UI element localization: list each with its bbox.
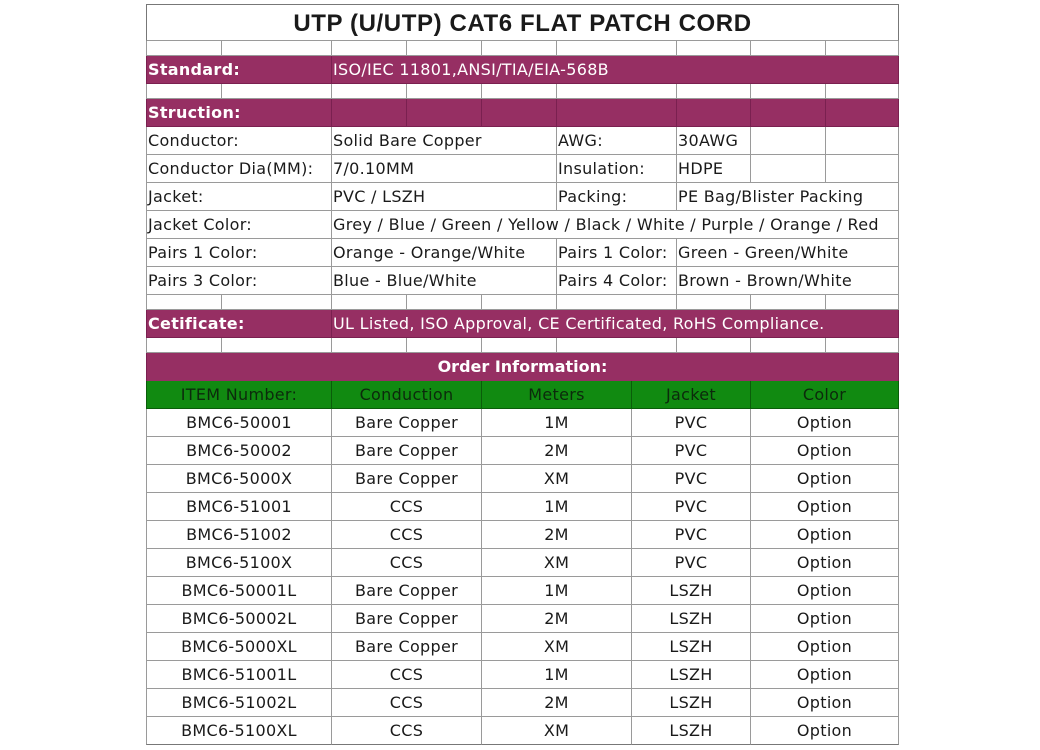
grid-cell (407, 338, 482, 353)
grid-cell (407, 41, 482, 56)
spec-value: Blue - Blue/White (332, 267, 557, 295)
jacket-cell: LSZH (632, 661, 751, 689)
spec-value: Grey / Blue / Green / Yellow / Black / White / Purple / Orange / Red (332, 211, 899, 239)
grid-cell (751, 338, 826, 353)
spacer-row (146, 41, 899, 56)
grid-cell (332, 84, 407, 99)
spec-key: Pairs 3 Color: (146, 267, 332, 295)
jacket-cell: PVC (632, 521, 751, 549)
color-cell: Option (751, 717, 899, 745)
grid-cell (826, 155, 899, 183)
grid-cell (826, 295, 899, 310)
table-row (146, 689, 899, 717)
certificate-label: Cetificate: (146, 310, 332, 338)
table-row (146, 465, 899, 493)
grid-cell (751, 155, 826, 183)
spec-row (146, 239, 899, 267)
struction-label: Struction: (146, 99, 332, 127)
jacket-cell: LSZH (632, 577, 751, 605)
grid-cell (407, 99, 482, 127)
grid-cell (332, 99, 407, 127)
item-number-cell: BMC6-5000XL (146, 633, 332, 661)
jacket-cell: PVC (632, 493, 751, 521)
spec-value: Orange - Orange/White (332, 239, 557, 267)
grid-cell (146, 41, 222, 56)
order-information-heading: Order Information: (146, 353, 899, 381)
item-number-cell: BMC6-51002 (146, 521, 332, 549)
grid-cell (222, 338, 332, 353)
grid-cell (407, 295, 482, 310)
grid-cell (222, 41, 332, 56)
spec-row (146, 267, 899, 295)
spec-value: HDPE (677, 155, 751, 183)
meters-cell: 1M (482, 661, 632, 689)
sheet-title: UTP (U/UTP) CAT6 FLAT PATCH CORD (146, 4, 899, 41)
item-number-cell: BMC6-51002L (146, 689, 332, 717)
grid-cell (146, 295, 222, 310)
meters-cell: 2M (482, 605, 632, 633)
conduction-cell: Bare Copper (332, 633, 482, 661)
grid-cell (332, 295, 407, 310)
spec-row (146, 155, 899, 183)
spec-row (146, 127, 899, 155)
order-table-header (146, 381, 899, 409)
meters-cell: 1M (482, 409, 632, 437)
grid-cell (557, 41, 677, 56)
meters-cell: 2M (482, 521, 632, 549)
grid-cell (407, 84, 482, 99)
color-cell: Option (751, 493, 899, 521)
spec-value: Solid Bare Copper (332, 127, 557, 155)
conduction-cell: CCS (332, 661, 482, 689)
jacket-cell: PVC (632, 409, 751, 437)
table-row (146, 493, 899, 521)
spec-sheet (146, 4, 899, 745)
struction-row (146, 99, 899, 127)
conduction-cell: Bare Copper (332, 409, 482, 437)
grid-cell (677, 338, 751, 353)
item-number-cell: BMC6-5100XL (146, 717, 332, 745)
grid-cell (826, 338, 899, 353)
table-row (146, 605, 899, 633)
spec-key: Pairs 4 Color: (557, 267, 677, 295)
table-row (146, 633, 899, 661)
table-row (146, 409, 899, 437)
order-table-body (146, 409, 899, 745)
column-header-color: Color (751, 381, 899, 409)
spec-value: Green - Green/White (677, 239, 899, 267)
item-number-cell: BMC6-50001L (146, 577, 332, 605)
table-row (146, 717, 899, 745)
color-cell: Option (751, 689, 899, 717)
spec-key: AWG: (557, 127, 677, 155)
conduction-cell: CCS (332, 717, 482, 745)
spec-key: Insulation: (557, 155, 677, 183)
color-cell: Option (751, 549, 899, 577)
item-number-cell: BMC6-50002 (146, 437, 332, 465)
spec-row (146, 183, 899, 211)
item-number-cell: BMC6-51001L (146, 661, 332, 689)
spacer-row (146, 84, 899, 99)
color-cell: Option (751, 605, 899, 633)
grid-cell (482, 41, 557, 56)
standard-label: Standard: (146, 56, 332, 84)
standard-value: ISO/IEC 11801,ANSI/TIA/EIA-568B (332, 56, 899, 84)
spec-value: PE Bag/Blister Packing (677, 183, 899, 211)
grid-cell (826, 99, 899, 127)
meters-cell: 1M (482, 577, 632, 605)
table-row (146, 661, 899, 689)
spec-value: 7/0.10MM (332, 155, 557, 183)
table-row (146, 577, 899, 605)
grid-cell (826, 127, 899, 155)
certificate-value: UL Listed, ISO Approval, CE Certificated, RoHS Compliance. (332, 310, 899, 338)
jacket-cell: PVC (632, 465, 751, 493)
spec-value: PVC / LSZH (332, 183, 557, 211)
grid-cell (482, 84, 557, 99)
grid-cell (557, 295, 677, 310)
grid-cell (146, 338, 222, 353)
grid-cell (751, 295, 826, 310)
conduction-cell: Bare Copper (332, 465, 482, 493)
color-cell: Option (751, 661, 899, 689)
color-cell: Option (751, 633, 899, 661)
column-header-item-number: ITEM Number: (146, 381, 332, 409)
spec-value: 30AWG (677, 127, 751, 155)
grid-cell (557, 84, 677, 99)
column-header-meters: Meters (482, 381, 632, 409)
jacket-cell: PVC (632, 549, 751, 577)
grid-cell (482, 338, 557, 353)
spec-key: Pairs 1 Color: (557, 239, 677, 267)
column-header-jacket: Jacket (632, 381, 751, 409)
column-header-conduction: Conduction (332, 381, 482, 409)
grid-cell (677, 41, 751, 56)
spec-row (146, 211, 899, 239)
grid-cell (751, 41, 826, 56)
table-row (146, 549, 899, 577)
grid-cell (677, 99, 751, 127)
grid-cell (751, 127, 826, 155)
conduction-cell: CCS (332, 521, 482, 549)
meters-cell: XM (482, 633, 632, 661)
grid-cell (557, 338, 677, 353)
color-cell: Option (751, 409, 899, 437)
item-number-cell: BMC6-50002L (146, 605, 332, 633)
meters-cell: XM (482, 549, 632, 577)
conduction-cell: CCS (332, 689, 482, 717)
grid-cell (332, 338, 407, 353)
spec-key: Jacket: (146, 183, 332, 211)
item-number-cell: BMC6-5100X (146, 549, 332, 577)
color-cell: Option (751, 521, 899, 549)
certificate-row (146, 310, 899, 338)
grid-cell (677, 295, 751, 310)
item-number-cell: BMC6-50001 (146, 409, 332, 437)
jacket-cell: LSZH (632, 717, 751, 745)
standard-row (146, 56, 899, 84)
grid-cell (557, 99, 677, 127)
grid-cell (751, 84, 826, 99)
meters-cell: 2M (482, 689, 632, 717)
jacket-cell: LSZH (632, 689, 751, 717)
conduction-cell: Bare Copper (332, 437, 482, 465)
grid-cell (332, 41, 407, 56)
color-cell: Option (751, 577, 899, 605)
meters-cell: 2M (482, 437, 632, 465)
spacer-row (146, 338, 899, 353)
conduction-cell: Bare Copper (332, 577, 482, 605)
grid-cell (826, 84, 899, 99)
jacket-cell: PVC (632, 437, 751, 465)
grid-cell (826, 41, 899, 56)
grid-cell (482, 99, 557, 127)
meters-cell: XM (482, 465, 632, 493)
conduction-cell: CCS (332, 549, 482, 577)
grid-cell (222, 295, 332, 310)
meters-cell: 1M (482, 493, 632, 521)
spec-key: Jacket Color: (146, 211, 332, 239)
table-row (146, 437, 899, 465)
table-row (146, 521, 899, 549)
jacket-cell: LSZH (632, 633, 751, 661)
spec-value: Brown - Brown/White (677, 267, 899, 295)
spec-key: Pairs 1 Color: (146, 239, 332, 267)
meters-cell: XM (482, 717, 632, 745)
conduction-cell: CCS (332, 493, 482, 521)
item-number-cell: BMC6-5000X (146, 465, 332, 493)
color-cell: Option (751, 437, 899, 465)
spec-key: Packing: (557, 183, 677, 211)
grid-cell (222, 84, 332, 99)
grid-cell (482, 295, 557, 310)
grid-cell (146, 84, 222, 99)
color-cell: Option (751, 465, 899, 493)
spec-key: Conductor: (146, 127, 332, 155)
jacket-cell: LSZH (632, 605, 751, 633)
spec-key: Conductor Dia(MM): (146, 155, 332, 183)
item-number-cell: BMC6-51001 (146, 493, 332, 521)
grid-cell (677, 84, 751, 99)
spacer-row (146, 295, 899, 310)
grid-cell (751, 99, 826, 127)
conduction-cell: Bare Copper (332, 605, 482, 633)
